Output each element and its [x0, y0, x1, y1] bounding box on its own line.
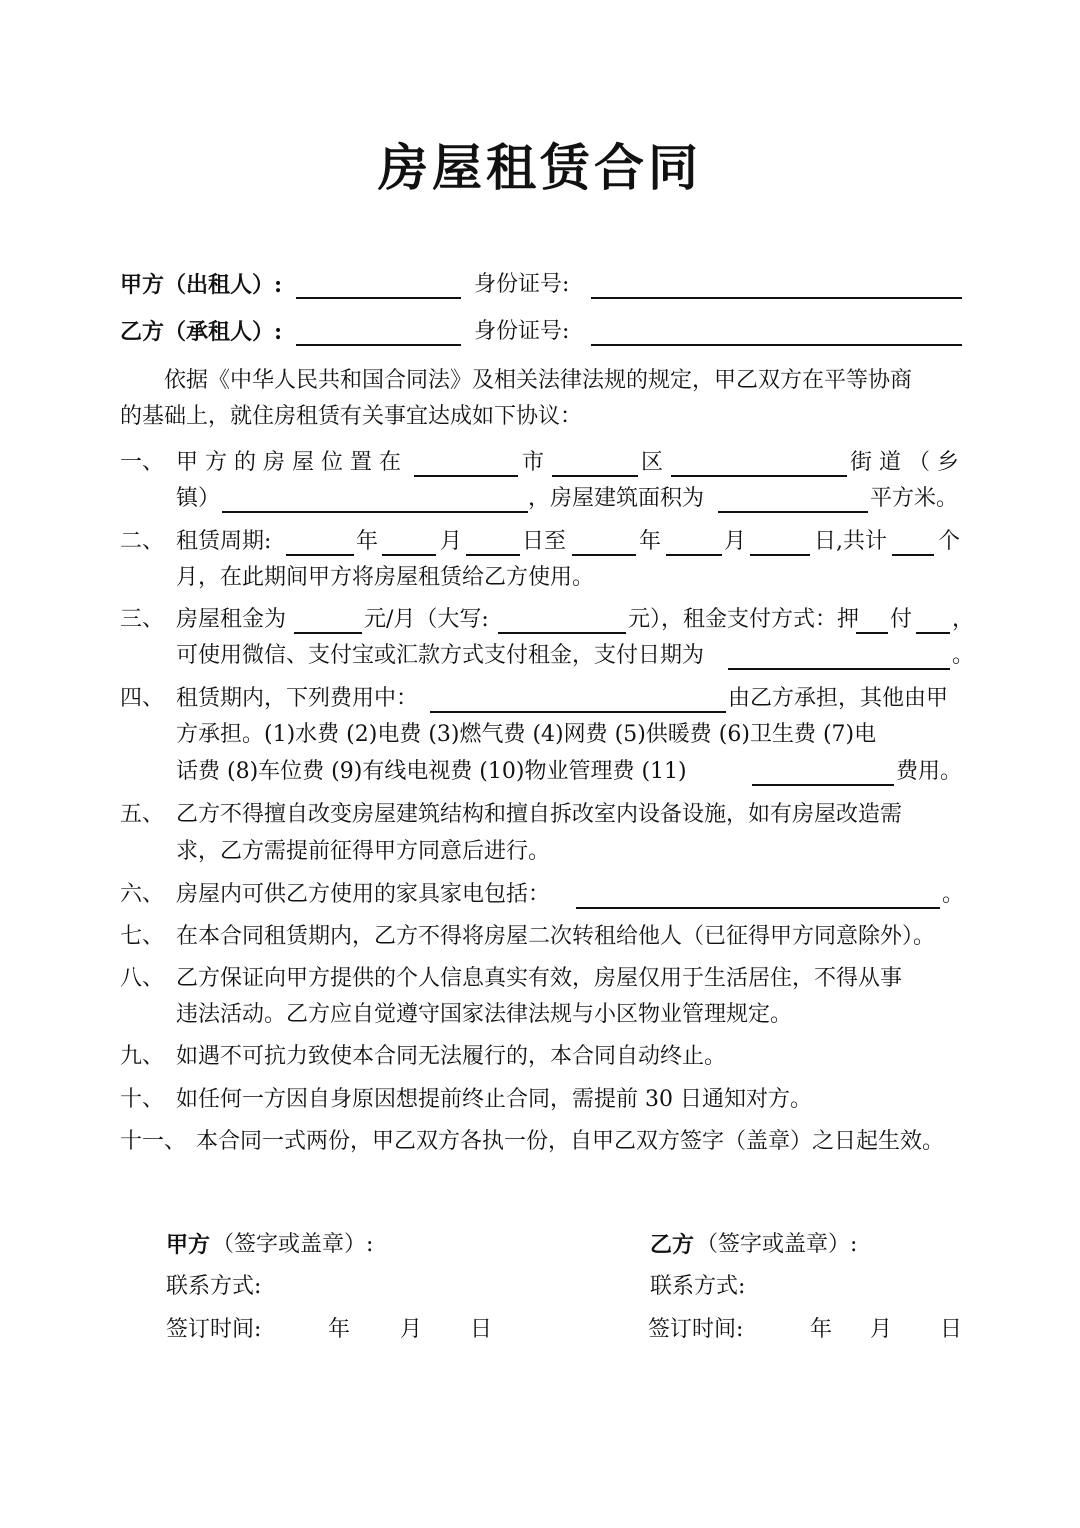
end-day-field[interactable]	[750, 554, 810, 556]
clause-number: 三、	[120, 607, 165, 632]
clause-number: 八、	[120, 966, 165, 991]
clause-8-line-2: 违法活动。乙方应自觉遵守国家法律法规与小区物业管理规定。	[176, 1002, 793, 1027]
date-label: 签订时间:	[648, 1317, 744, 1342]
preamble-line: 的基础上，就住房租赁有关事宜达成如下协议：	[120, 404, 583, 429]
other-fee-field[interactable]	[752, 784, 894, 786]
clause-text: 年	[639, 529, 662, 554]
clause-number: 九、	[120, 1044, 165, 1069]
clause-text: 房屋内可供乙方使用的家具家电包括：	[176, 882, 551, 907]
party-b-id-field[interactable]	[591, 344, 962, 346]
day-label: 日	[940, 1317, 963, 1342]
clause-text: 月	[724, 529, 747, 554]
clause-text: 甲 方 的 房 屋 位 置 在	[176, 450, 401, 475]
start-month-field[interactable]	[382, 554, 436, 556]
clause-5-line-1: 乙方不得擅自改变房屋建筑结构和擅自拆改室内设备设施，如有房屋改造需	[176, 802, 903, 827]
rent-uppercase-field[interactable]	[498, 632, 626, 634]
clause-number: 六、	[120, 882, 165, 907]
clause-text: 租赁周期:	[176, 529, 272, 554]
clause-text: 个	[938, 529, 961, 554]
clause-1-line-2	[176, 484, 966, 514]
payment-date-field[interactable]	[728, 668, 950, 670]
clause-text: 日至	[522, 529, 567, 554]
clause-text: 房屋租金为	[176, 607, 287, 632]
city-field[interactable]	[414, 475, 518, 477]
address-detail-field[interactable]	[222, 511, 528, 513]
clause-text: 。	[942, 882, 965, 907]
rent-field[interactable]	[294, 632, 362, 634]
clause-text: 由乙方承担，其他由甲	[728, 686, 949, 711]
clause-text: 付	[890, 607, 913, 632]
clause-text: 市	[522, 450, 545, 475]
end-year-field[interactable]	[572, 554, 636, 556]
clause-7-line-1: 在本合同租赁期内，乙方不得将房屋二次转租给他人（已征得甲方同意除外）。	[176, 924, 936, 949]
clause-text: 镇）	[176, 486, 221, 511]
clause-3-line-1	[176, 605, 975, 635]
year-label: 年	[810, 1317, 833, 1342]
preamble-line: 依据《中华人民共和国合同法》及相关法律法规的规定，甲乙双方在平等协商	[164, 368, 913, 393]
clause-text: 平方米。	[870, 486, 959, 511]
total-months-field[interactable]	[892, 554, 934, 556]
clause-1-line-1	[176, 448, 966, 478]
clause-8-line-1: 乙方保证向甲方提供的个人信息真实有效，房屋仅用于生活居住，不得从事	[176, 966, 903, 991]
clause-number: 十一、	[120, 1129, 187, 1154]
clause-number: 四、	[120, 686, 165, 711]
party-a-contact[interactable]	[166, 1272, 486, 1302]
district-field[interactable]	[552, 475, 638, 477]
month-label: 月	[870, 1317, 893, 1342]
clause-4-line-1	[176, 684, 966, 714]
signature-party: 甲方	[166, 1232, 211, 1258]
clause-2-line-1	[176, 527, 966, 557]
clause-2-line-2: 月，在此期间甲方将房屋租赁给乙方使用。	[176, 565, 595, 590]
signature-label: （签字或盖章）:	[696, 1232, 858, 1257]
clause-number: 一、	[120, 450, 165, 475]
page-title: 房屋租赁合同	[378, 138, 702, 197]
party-b-row	[120, 317, 970, 347]
party-b-name-field[interactable]	[296, 344, 461, 346]
clause-text: 年	[356, 529, 379, 554]
clause-number: 十、	[120, 1087, 165, 1112]
party-a-label: 甲方（出租人）:	[120, 272, 283, 298]
party-a-signature	[166, 1230, 486, 1260]
clause-4-line-3	[176, 757, 966, 787]
clause-text: 区	[641, 450, 664, 475]
clause-6-line-1	[176, 880, 966, 910]
clause-number: 五、	[120, 802, 165, 827]
party-b-date[interactable]	[648, 1315, 968, 1345]
clause-number: 七、	[120, 924, 165, 949]
clause-10-line-1: 如任何一方因自身原因想提前终止合同，需提前 30 日通知对方。	[176, 1087, 812, 1112]
clause-9-line-1: 如遇不可抗力致使本合同无法履行的，本合同自动终止。	[176, 1044, 727, 1069]
party-a-row	[120, 270, 970, 300]
clause-text: 费用。	[896, 759, 963, 784]
clause-11-line-1: 本合同一式两份，甲乙双方各执一份，自甲乙双方签字（盖章）之日起生效。	[196, 1129, 945, 1154]
contact-label: 联系方式:	[650, 1274, 746, 1299]
day-label: 日	[470, 1317, 493, 1342]
clause-text: ，房屋建筑面积为	[528, 486, 705, 511]
date-label: 签订时间:	[166, 1317, 262, 1342]
year-label: 年	[328, 1317, 351, 1342]
tenant-fees-field[interactable]	[430, 711, 726, 713]
street-field[interactable]	[671, 475, 847, 477]
party-a-date[interactable]	[166, 1315, 506, 1345]
clause-text: 日,共计	[814, 529, 887, 554]
clause-3-line-2	[176, 641, 975, 671]
area-field[interactable]	[718, 511, 868, 513]
party-a-id-field[interactable]	[591, 297, 962, 299]
party-b-label: 乙方（承租人）:	[120, 319, 283, 345]
clause-text: 元），租金支付方式：押	[628, 607, 860, 632]
party-a-name-field[interactable]	[296, 297, 461, 299]
clause-4-line-2: 方承担。(1)水费 (2)电费 (3)燃气费 (4)网费 (5)供暖费 (6)卫生费 (7)电	[176, 722, 877, 747]
clause-text: 月	[440, 529, 463, 554]
party-a-id-label: 身份证号:	[474, 272, 570, 297]
furniture-field[interactable]	[576, 907, 940, 909]
pay-period-field[interactable]	[916, 632, 950, 634]
deposit-field[interactable]	[856, 632, 888, 634]
party-b-signature	[650, 1230, 970, 1260]
month-label: 月	[400, 1317, 423, 1342]
signature-party: 乙方	[650, 1232, 695, 1258]
contact-label: 联系方式:	[166, 1274, 262, 1299]
clause-text: 话费 (8)车位费 (9)有线电视费 (10)物业管理费 (11)	[176, 759, 687, 784]
clause-text: 租赁期内，下列费用中：	[176, 686, 419, 711]
clause-text: 。	[952, 643, 975, 668]
clause-text: 街 道 （ 乡	[850, 450, 959, 475]
party-b-id-label: 身份证号:	[474, 319, 570, 344]
clause-number: 二、	[120, 529, 165, 554]
clause-text: ，	[952, 607, 975, 632]
start-year-field[interactable]	[286, 554, 354, 556]
end-month-field[interactable]	[666, 554, 722, 556]
clause-5-line-2: 求，乙方需提前征得甲方同意后进行。	[176, 839, 551, 864]
signature-label: （签字或盖章）:	[212, 1232, 374, 1257]
party-b-contact[interactable]	[650, 1272, 970, 1302]
clause-text: 可使用微信、支付宝或汇款方式支付租金，支付日期为	[176, 643, 705, 668]
clause-text: 元/月（大写:	[364, 607, 489, 632]
start-day-field[interactable]	[466, 554, 520, 556]
